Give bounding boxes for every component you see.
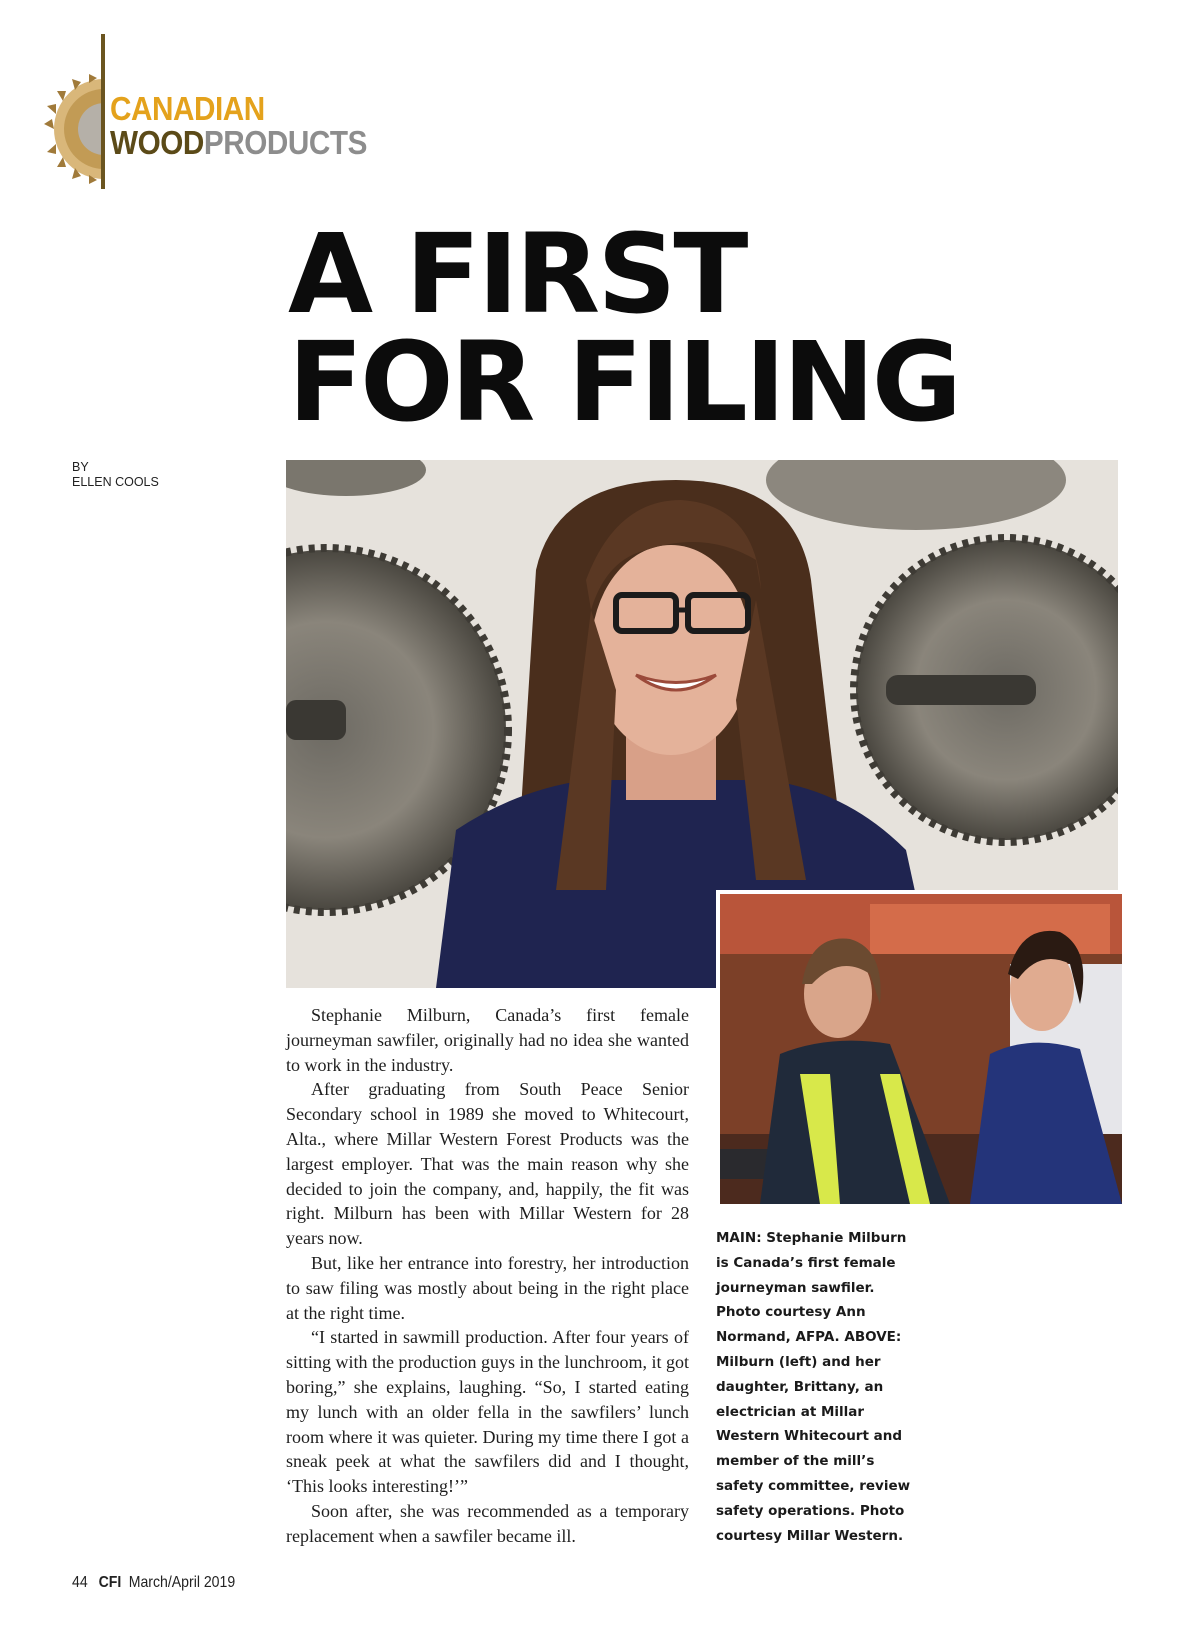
caption-main: MAIN: Stephanie Milburn is Canada’s first female journeyman sawfiler. Photo courtesy Ann Normand, AFPA. bbox=[716, 1230, 907, 1346]
article-paragraph-4: “I started in sawmill production. After four years of sitting with the production guys in the lunchroom, it got boring,” she explains, laughing. “So, I started eating my lunch with an older fella in the sawfilers’ lunch room where it was quieter. During my time there I got a sneak peek at what the sawfilers did and I thought, ‘This looks interesting!’” bbox=[286, 1327, 689, 1497]
caption-above: ABOVE: Milburn (left) and her daughter, Brittany, an electrician at Millar Western Whitecourt and member of the mill’s safety committee, review safety operations. Photo courtesy Millar Western. bbox=[716, 1329, 911, 1544]
headline-line-1: A FIRST bbox=[288, 210, 746, 338]
article-body bbox=[286, 1003, 689, 1549]
logo-text-products: PRODUCTS bbox=[203, 124, 367, 161]
magazine-name: CFI bbox=[98, 1574, 122, 1591]
logo-text-canadian: CANADIAN bbox=[110, 90, 265, 127]
byline bbox=[72, 460, 159, 490]
page-number: 44 bbox=[72, 1574, 88, 1591]
inset-photo-milburn-and-daughter bbox=[716, 890, 1122, 1204]
magazine-section-logo bbox=[42, 34, 382, 194]
logo-divider bbox=[101, 34, 105, 189]
logo-text-woodproducts bbox=[110, 126, 367, 159]
article-paragraph-1: Stephanie Milburn, Canada’s first female journeyman sawfiler, originally had no idea she wanted to work in the industry. bbox=[286, 1005, 689, 1075]
byline-label: BY bbox=[72, 460, 89, 474]
article-headline bbox=[288, 210, 960, 446]
page-footer bbox=[72, 1574, 235, 1592]
article-paragraph-5: Soon after, she was recommended as a temporary replacement when a sawfiler became ill. bbox=[286, 1500, 689, 1546]
logo-text-wood: WOOD bbox=[110, 124, 204, 161]
photo-caption bbox=[716, 1226, 916, 1548]
article-paragraph-2: After graduating from South Peace Senior Secondary school in 1989 she moved to Whitecourt, Alta., where Millar Western Forest Products was the largest employer. That was the main reason why she decided to join the company, and, happily, the fit was right. Milburn has been with Millar Western for 28 years now. bbox=[286, 1079, 689, 1249]
headline-line-2: FOR FILING bbox=[288, 318, 960, 446]
issue-date: March/April 2019 bbox=[128, 1574, 236, 1591]
byline-author: ELLEN COOLS bbox=[72, 475, 159, 489]
article-paragraph-3: But, like her entrance into forestry, her introduction to saw filing was mostly about being in the right place at the right time. bbox=[286, 1252, 689, 1323]
